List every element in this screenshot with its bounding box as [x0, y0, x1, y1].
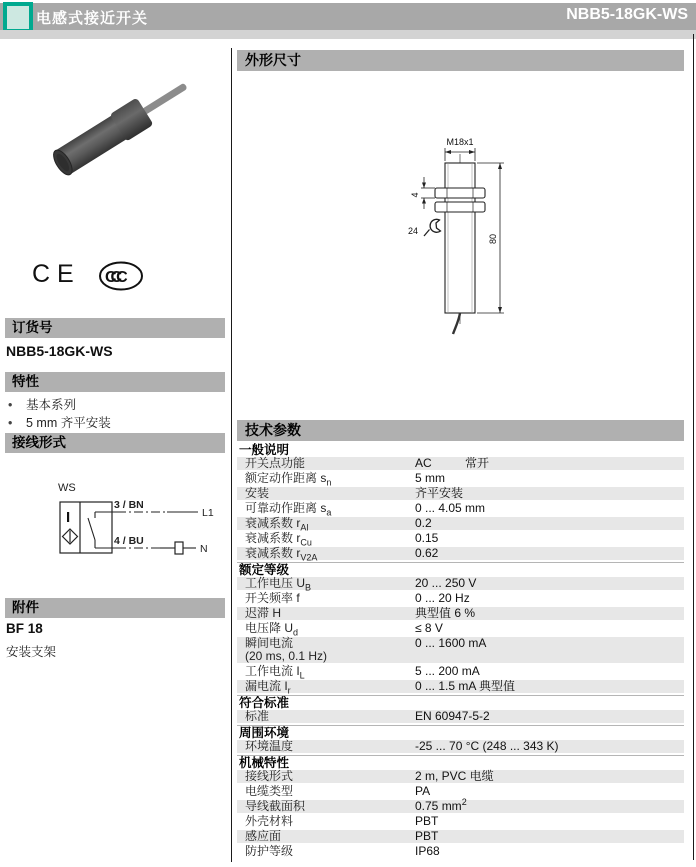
- feature-item: • 5 mm 齐平安装: [8, 416, 111, 430]
- accessory-description: 安装支架: [6, 645, 57, 659]
- spec-label: 安装: [245, 486, 270, 500]
- spec-label: 工作电压 $U_B$: [245, 576, 312, 593]
- spec-value: IP68: [415, 844, 440, 858]
- spec-group-header: 符合标准: [237, 695, 684, 710]
- svg-text:N: N: [200, 543, 208, 555]
- spec-value: 0 ... 1600 mA: [415, 636, 487, 650]
- svg-text:WS: WS: [58, 482, 76, 494]
- sensor-cable: [142, 83, 188, 115]
- product-photo: [40, 78, 190, 198]
- spec-row: [237, 471, 684, 488]
- spec-row: [237, 797, 684, 813]
- spec-label: 工作电流 $I_L$: [245, 664, 305, 681]
- bullet-icon: •: [8, 398, 13, 412]
- ccc-mark: [98, 260, 146, 294]
- order-number-value: NBB5-18GK-WS: [6, 343, 113, 359]
- spec-row: [237, 576, 684, 593]
- spec-value: 典型值 6 %: [415, 606, 476, 620]
- spec-label: 接线形式: [245, 769, 294, 783]
- svg-text:3 / BN: 3 / BN: [114, 499, 144, 511]
- section-accessories: 附件: [5, 598, 225, 618]
- spec-label: 导线截面积: [245, 799, 306, 813]
- spec-label: 可靠动作距离 $s_a$: [245, 501, 332, 518]
- spec-value: EN 60947-5-2: [415, 709, 490, 723]
- spec-row: [237, 607, 684, 620]
- spec-label: 额定动作距离 $s_n$: [245, 471, 332, 488]
- spec-value: ≤ 8 V: [415, 621, 443, 635]
- spec-row: [237, 516, 684, 533]
- section-dimensions: 外形尺寸: [237, 50, 684, 71]
- spec-value: 5 mm: [415, 471, 445, 485]
- spec-row: [237, 770, 684, 783]
- page-title: 电感式接近开关: [36, 10, 149, 27]
- spec-row: [237, 740, 684, 753]
- spec-row: [237, 710, 684, 723]
- spec-value: PBT: [415, 814, 439, 828]
- svg-text:CCC: CCC: [105, 269, 122, 286]
- spec-value: AC 常开: [415, 456, 490, 470]
- bullet-icon: •: [8, 416, 13, 430]
- spec-label: 漏电流 $I_r$: [245, 679, 291, 696]
- spec-label: 衰减系数 $r_{Cu}$: [245, 531, 312, 548]
- spec-value: 0.75 $mm^2$: [415, 797, 467, 813]
- spec-label: 感应面: [245, 829, 282, 843]
- spec-label: 瞬间电流 (20 ms, 0.1 Hz): [245, 636, 328, 663]
- spec-row: [237, 621, 684, 638]
- spec-value: 0 ... 1.5 mA 典型值: [415, 679, 516, 693]
- spec-group-header: 额定等级: [237, 562, 684, 577]
- spec-label: 开关频率 f: [245, 591, 300, 605]
- spec-row: [237, 546, 684, 563]
- spec-table: [237, 443, 684, 860]
- spec-group-header: 一般说明: [239, 443, 290, 457]
- header-model-number: NBB5-18GK-WS: [566, 6, 688, 23]
- inductive-symbol: I: [66, 509, 71, 526]
- spec-label: 标准: [245, 709, 270, 723]
- load-symbol: [175, 542, 183, 554]
- sensor-symbol-icon: [63, 529, 78, 544]
- spec-label: 外壳材料: [245, 814, 294, 828]
- section-tech-params: 技术参数: [237, 420, 684, 441]
- column-divider: [231, 48, 232, 862]
- spec-label: 环境温度: [245, 739, 294, 753]
- spec-label: 开关点功能: [245, 456, 306, 470]
- spec-label: 防护等级: [245, 844, 294, 858]
- svg-text:4 / BU: 4 / BU: [114, 535, 144, 547]
- spec-label: 衰减系数 $r_{Al}$: [245, 516, 309, 533]
- spec-label: 电缆类型: [245, 784, 294, 798]
- spec-value: 0 ... 4.05 mm: [415, 501, 486, 515]
- spec-row: [237, 845, 684, 858]
- spec-row: [237, 815, 684, 828]
- spec-row: [237, 501, 684, 518]
- spec-value: 5 ... 200 mA: [415, 664, 480, 678]
- spec-group-header: 周围环境: [237, 725, 684, 740]
- spec-value: 齐平安装: [415, 486, 464, 500]
- spec-row: [237, 487, 684, 500]
- wrench-icon: [424, 219, 441, 236]
- spec-value: 20 ... 250 V: [415, 576, 477, 590]
- wiring-diagram: [55, 480, 215, 568]
- brand-logo-icon: [3, 2, 33, 33]
- svg-text:24: 24: [407, 226, 419, 236]
- svg-text:L1: L1: [202, 507, 214, 519]
- spec-row: [237, 592, 684, 605]
- spec-row: [237, 457, 684, 470]
- spec-group-header: 机械特性: [237, 755, 684, 770]
- drawing-cable: [453, 313, 460, 334]
- spec-label: 电压降 $U_d$: [245, 621, 299, 638]
- spec-label: 迟滞 H: [245, 606, 282, 620]
- spec-row: [237, 785, 684, 798]
- ce-mark: CE: [32, 260, 81, 288]
- page-right-border: [693, 34, 694, 860]
- section-connection-type: 接线形式: [5, 433, 225, 453]
- section-features: 特性: [5, 372, 225, 392]
- spec-row: [237, 830, 684, 843]
- feature-item: • 基本系列: [8, 398, 77, 412]
- spec-row: [237, 531, 684, 548]
- svg-text:4: 4: [410, 192, 420, 198]
- accessory-model: BF 18: [6, 621, 43, 636]
- spec-value: 2 m, PVC 电缆: [415, 769, 494, 783]
- spec-row: [237, 664, 684, 681]
- spec-value: 0.2: [415, 516, 432, 530]
- spec-row: [237, 679, 684, 696]
- spec-value: 0 ... 20 Hz: [415, 591, 470, 605]
- spec-value: PA: [415, 784, 431, 798]
- svg-text:80: 80: [488, 233, 498, 245]
- section-order-number: 订货号: [5, 318, 225, 338]
- spec-value: PBT: [415, 829, 439, 843]
- header-substrip: [0, 30, 696, 39]
- spec-value: -25 ... 70 °C (248 ... 343 K): [415, 739, 559, 753]
- dimension-drawing: [401, 136, 521, 338]
- svg-text:M18x1: M18x1: [446, 137, 474, 147]
- spec-label: 衰减系数 $r_{V2A}$: [245, 546, 318, 563]
- spec-row: [237, 637, 684, 663]
- spec-value: 0.62: [415, 546, 439, 560]
- spec-value: 0.15: [415, 531, 439, 545]
